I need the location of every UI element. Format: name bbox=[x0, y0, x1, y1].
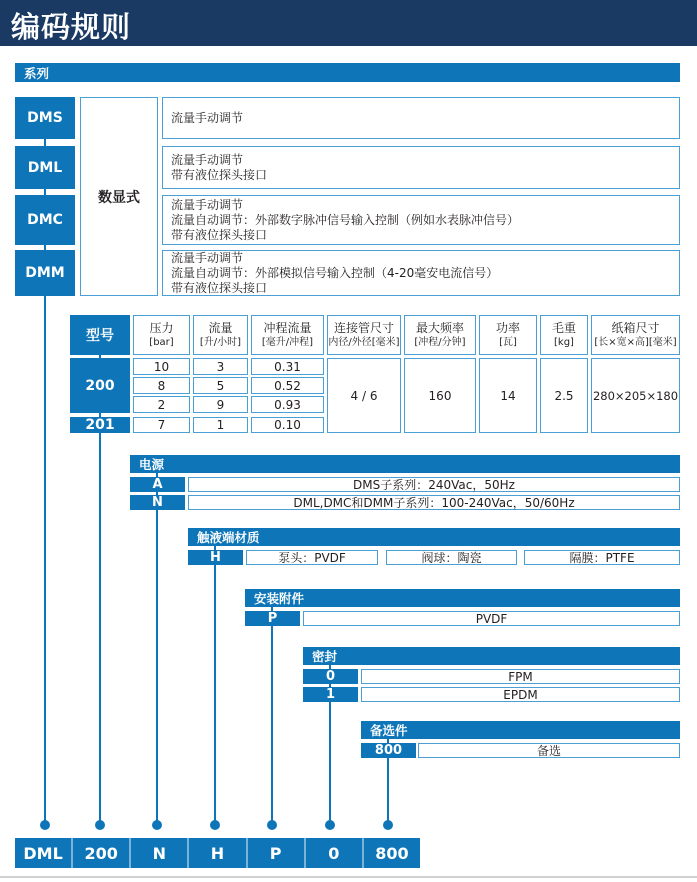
column-unit: [bar] bbox=[149, 337, 174, 348]
cell-carton-size-merged bbox=[591, 358, 680, 433]
cell-value: 280×205×180 bbox=[592, 388, 679, 403]
series-code-dmm-label: DMM bbox=[25, 265, 65, 281]
series-group-box bbox=[80, 97, 158, 296]
connector-dot-series bbox=[40, 820, 50, 830]
example-code-segment-power: N bbox=[129, 838, 187, 868]
column-unit: 内径/外径[毫米] bbox=[328, 337, 400, 348]
model-header-label: 型号 bbox=[86, 328, 114, 344]
series-code-dms bbox=[15, 97, 75, 139]
power-section-header bbox=[130, 455, 680, 473]
power-code-n bbox=[130, 495, 185, 510]
column-label: 功率 bbox=[495, 321, 520, 335]
column-label: 流量 bbox=[208, 321, 233, 335]
cell-value: 3 bbox=[216, 359, 225, 374]
example-code-segment-material: H bbox=[187, 838, 245, 868]
example-code-segment-model: 200 bbox=[71, 838, 129, 868]
seal-section-header bbox=[303, 647, 680, 665]
power-code-a bbox=[130, 477, 185, 492]
cell-pipe-size-merged bbox=[327, 358, 401, 433]
cell-value: 2.5 bbox=[554, 388, 574, 403]
series-desc-line: 流量自动调节：外部数字脉冲信号输入控制（例如水表脉冲信号） bbox=[171, 212, 520, 227]
material-part-text: 泵头：PVDF bbox=[278, 551, 346, 565]
series-code-dmm bbox=[15, 250, 75, 296]
column-header-gross-weight bbox=[540, 315, 588, 355]
power-desc-a bbox=[188, 477, 680, 492]
series-desc-line: 流量手动调节 bbox=[171, 152, 244, 167]
cell-value: 0.31 bbox=[274, 359, 301, 374]
cell-pressure bbox=[133, 396, 190, 413]
series-section-header bbox=[15, 63, 680, 82]
page-header-banner bbox=[0, 0, 697, 46]
power-code-n-label: N bbox=[152, 495, 163, 510]
series-section-label: 系列 bbox=[24, 65, 50, 81]
column-unit: [升/小时] bbox=[199, 337, 242, 348]
seal-desc-epdm bbox=[361, 687, 680, 702]
series-desc-line: 带有液位探头接口 bbox=[171, 280, 268, 295]
power-section-label: 电源 bbox=[139, 457, 165, 472]
optional-code-800-label: 800 bbox=[374, 743, 403, 758]
model-header-box bbox=[70, 315, 130, 355]
accessory-code-p bbox=[245, 611, 300, 626]
seal-code-1 bbox=[303, 687, 358, 702]
cell-power-merged bbox=[479, 358, 537, 433]
optional-desc-text: 备选 bbox=[536, 744, 561, 758]
cell-value: 1 bbox=[216, 418, 225, 432]
column-header-flow bbox=[193, 315, 248, 355]
column-unit: [毫升/冲程] bbox=[261, 337, 314, 348]
column-header-max-frequency bbox=[404, 315, 476, 355]
model-code-201-label: 201 bbox=[85, 417, 115, 433]
page-bottom-edge bbox=[0, 876, 697, 878]
column-unit: [冲程/分钟] bbox=[414, 337, 466, 348]
example-code-segment-seal: 0 bbox=[304, 838, 362, 868]
cell-value: 0.10 bbox=[274, 418, 301, 432]
series-desc-dml bbox=[162, 146, 680, 189]
example-code-segment-series: DML bbox=[23, 843, 63, 863]
example-code-segment-accessory: P bbox=[246, 838, 304, 868]
model-code-201 bbox=[70, 417, 130, 433]
accessory-code-p-label: P bbox=[267, 611, 278, 626]
column-label: 纸箱尺寸 bbox=[611, 321, 660, 335]
cell-stroke-volume bbox=[251, 396, 324, 413]
cell-gross-weight-merged bbox=[540, 358, 588, 433]
seal-desc-fpm bbox=[361, 669, 680, 684]
seal-section-label: 密封 bbox=[312, 649, 338, 664]
cell-stroke-volume bbox=[251, 417, 324, 433]
material-section-header bbox=[188, 528, 680, 546]
page-title: 编码规则 bbox=[11, 10, 132, 44]
power-desc-text: DML,DMC和DMM子系列：100-240Vac，50/60Hz bbox=[293, 496, 575, 510]
series-desc-line: 流量手动调节 bbox=[171, 110, 244, 125]
optional-code-800 bbox=[361, 743, 416, 758]
seal-desc-text: EPDM bbox=[503, 687, 538, 702]
cell-value: 0.52 bbox=[274, 378, 301, 393]
column-unit: [瓦] bbox=[499, 337, 517, 348]
column-header-carton-size bbox=[591, 315, 680, 355]
example-code-bar bbox=[15, 838, 420, 868]
column-label: 最大频率 bbox=[415, 321, 464, 335]
cell-value: 10 bbox=[153, 359, 170, 374]
model-code-200-label: 200 bbox=[85, 377, 115, 394]
model-code-200 bbox=[70, 358, 130, 413]
accessory-desc-text: PVDF bbox=[475, 611, 508, 626]
column-label: 毛重 bbox=[551, 321, 576, 335]
cell-pressure bbox=[133, 377, 190, 394]
series-desc-line: 流量自动调节：外部模拟信号输入控制（4-20毫安电流信号） bbox=[171, 265, 499, 280]
cell-value: 14 bbox=[500, 388, 516, 403]
series-desc-line: 带有液位探头接口 bbox=[171, 167, 268, 182]
series-desc-line: 带有液位探头接口 bbox=[171, 227, 268, 242]
power-code-a-label: A bbox=[152, 477, 163, 492]
column-header-pipe-size bbox=[327, 315, 401, 355]
column-header-power bbox=[479, 315, 537, 355]
connector-dot-seal bbox=[325, 820, 335, 830]
cell-value: 2 bbox=[157, 397, 166, 412]
cell-max-frequency-merged bbox=[404, 358, 476, 433]
connector-dot-material bbox=[210, 820, 220, 830]
cell-pressure bbox=[133, 417, 190, 433]
connector-dot-accessory bbox=[267, 820, 277, 830]
cell-value: 5 bbox=[216, 378, 225, 393]
material-part-pump-head bbox=[246, 550, 378, 565]
cell-value: 0.93 bbox=[274, 397, 301, 412]
column-unit: [kg] bbox=[554, 337, 574, 348]
accessory-section-label: 安装附件 bbox=[254, 591, 305, 606]
seal-desc-text: FPM bbox=[508, 669, 533, 684]
series-code-dms-label: DMS bbox=[27, 110, 63, 126]
seal-code-0 bbox=[303, 669, 358, 684]
cell-value: 7 bbox=[157, 418, 166, 432]
cell-flow bbox=[193, 396, 248, 413]
cell-flow bbox=[193, 358, 248, 375]
material-code-h-label: H bbox=[210, 550, 221, 565]
cell-flow bbox=[193, 417, 248, 433]
cell-value: 160 bbox=[428, 388, 452, 403]
connector-dot-model bbox=[95, 820, 105, 830]
accessory-desc bbox=[303, 611, 680, 626]
series-desc-dmm bbox=[162, 250, 680, 296]
connector-line-power bbox=[156, 460, 158, 825]
example-code-segment-optional: 800 bbox=[362, 838, 420, 868]
cell-pressure bbox=[133, 358, 190, 375]
connector-line-accessory bbox=[271, 594, 273, 825]
column-label: 压力 bbox=[149, 321, 174, 335]
material-part-text: 隔膜：PTFE bbox=[569, 551, 635, 565]
material-code-h bbox=[188, 550, 243, 565]
column-label: 冲程流量 bbox=[263, 321, 312, 335]
series-code-dmc bbox=[15, 195, 75, 245]
series-desc-dms bbox=[162, 97, 680, 139]
column-header-stroke-volume bbox=[251, 315, 324, 355]
optional-desc bbox=[418, 743, 680, 758]
optional-section-header bbox=[361, 721, 680, 739]
column-unit: [长×宽×高][毫米] bbox=[594, 337, 677, 348]
connector-dot-power bbox=[152, 820, 162, 830]
connector-line-optional bbox=[387, 726, 389, 825]
series-desc-line: 流量手动调节 bbox=[171, 250, 244, 265]
series-desc-line: 流量手动调节 bbox=[171, 197, 244, 212]
material-part-diaphragm bbox=[524, 550, 680, 565]
series-desc-dmc bbox=[162, 195, 680, 245]
series-code-dml-label: DML bbox=[27, 159, 63, 176]
connector-dot-optional bbox=[383, 820, 393, 830]
cell-value: 4 / 6 bbox=[350, 388, 378, 403]
material-part-valve-ball bbox=[386, 550, 517, 565]
cell-stroke-volume bbox=[251, 377, 324, 394]
seal-code-0-label: 0 bbox=[325, 669, 336, 684]
cell-stroke-volume bbox=[251, 358, 324, 375]
seal-code-1-label: 1 bbox=[325, 687, 336, 702]
power-desc-n bbox=[188, 495, 680, 510]
material-part-text: 阀球：陶瓷 bbox=[421, 551, 482, 565]
power-desc-text: DMS子系列：240Vac，50Hz bbox=[353, 478, 515, 492]
connector-line-material bbox=[214, 533, 216, 825]
series-code-dmc-label: DMC bbox=[27, 212, 63, 228]
series-code-dml bbox=[15, 146, 75, 189]
cell-value: 9 bbox=[216, 397, 225, 412]
accessory-section-header bbox=[245, 589, 680, 607]
cell-value: 8 bbox=[157, 378, 166, 393]
column-label: 连接管尺寸 bbox=[333, 321, 394, 335]
column-header-pressure bbox=[133, 315, 190, 355]
optional-section-label: 备选件 bbox=[370, 723, 408, 738]
material-section-label: 触液端材质 bbox=[197, 530, 260, 545]
series-group-label: 数显式 bbox=[98, 189, 140, 206]
cell-flow bbox=[193, 377, 248, 394]
